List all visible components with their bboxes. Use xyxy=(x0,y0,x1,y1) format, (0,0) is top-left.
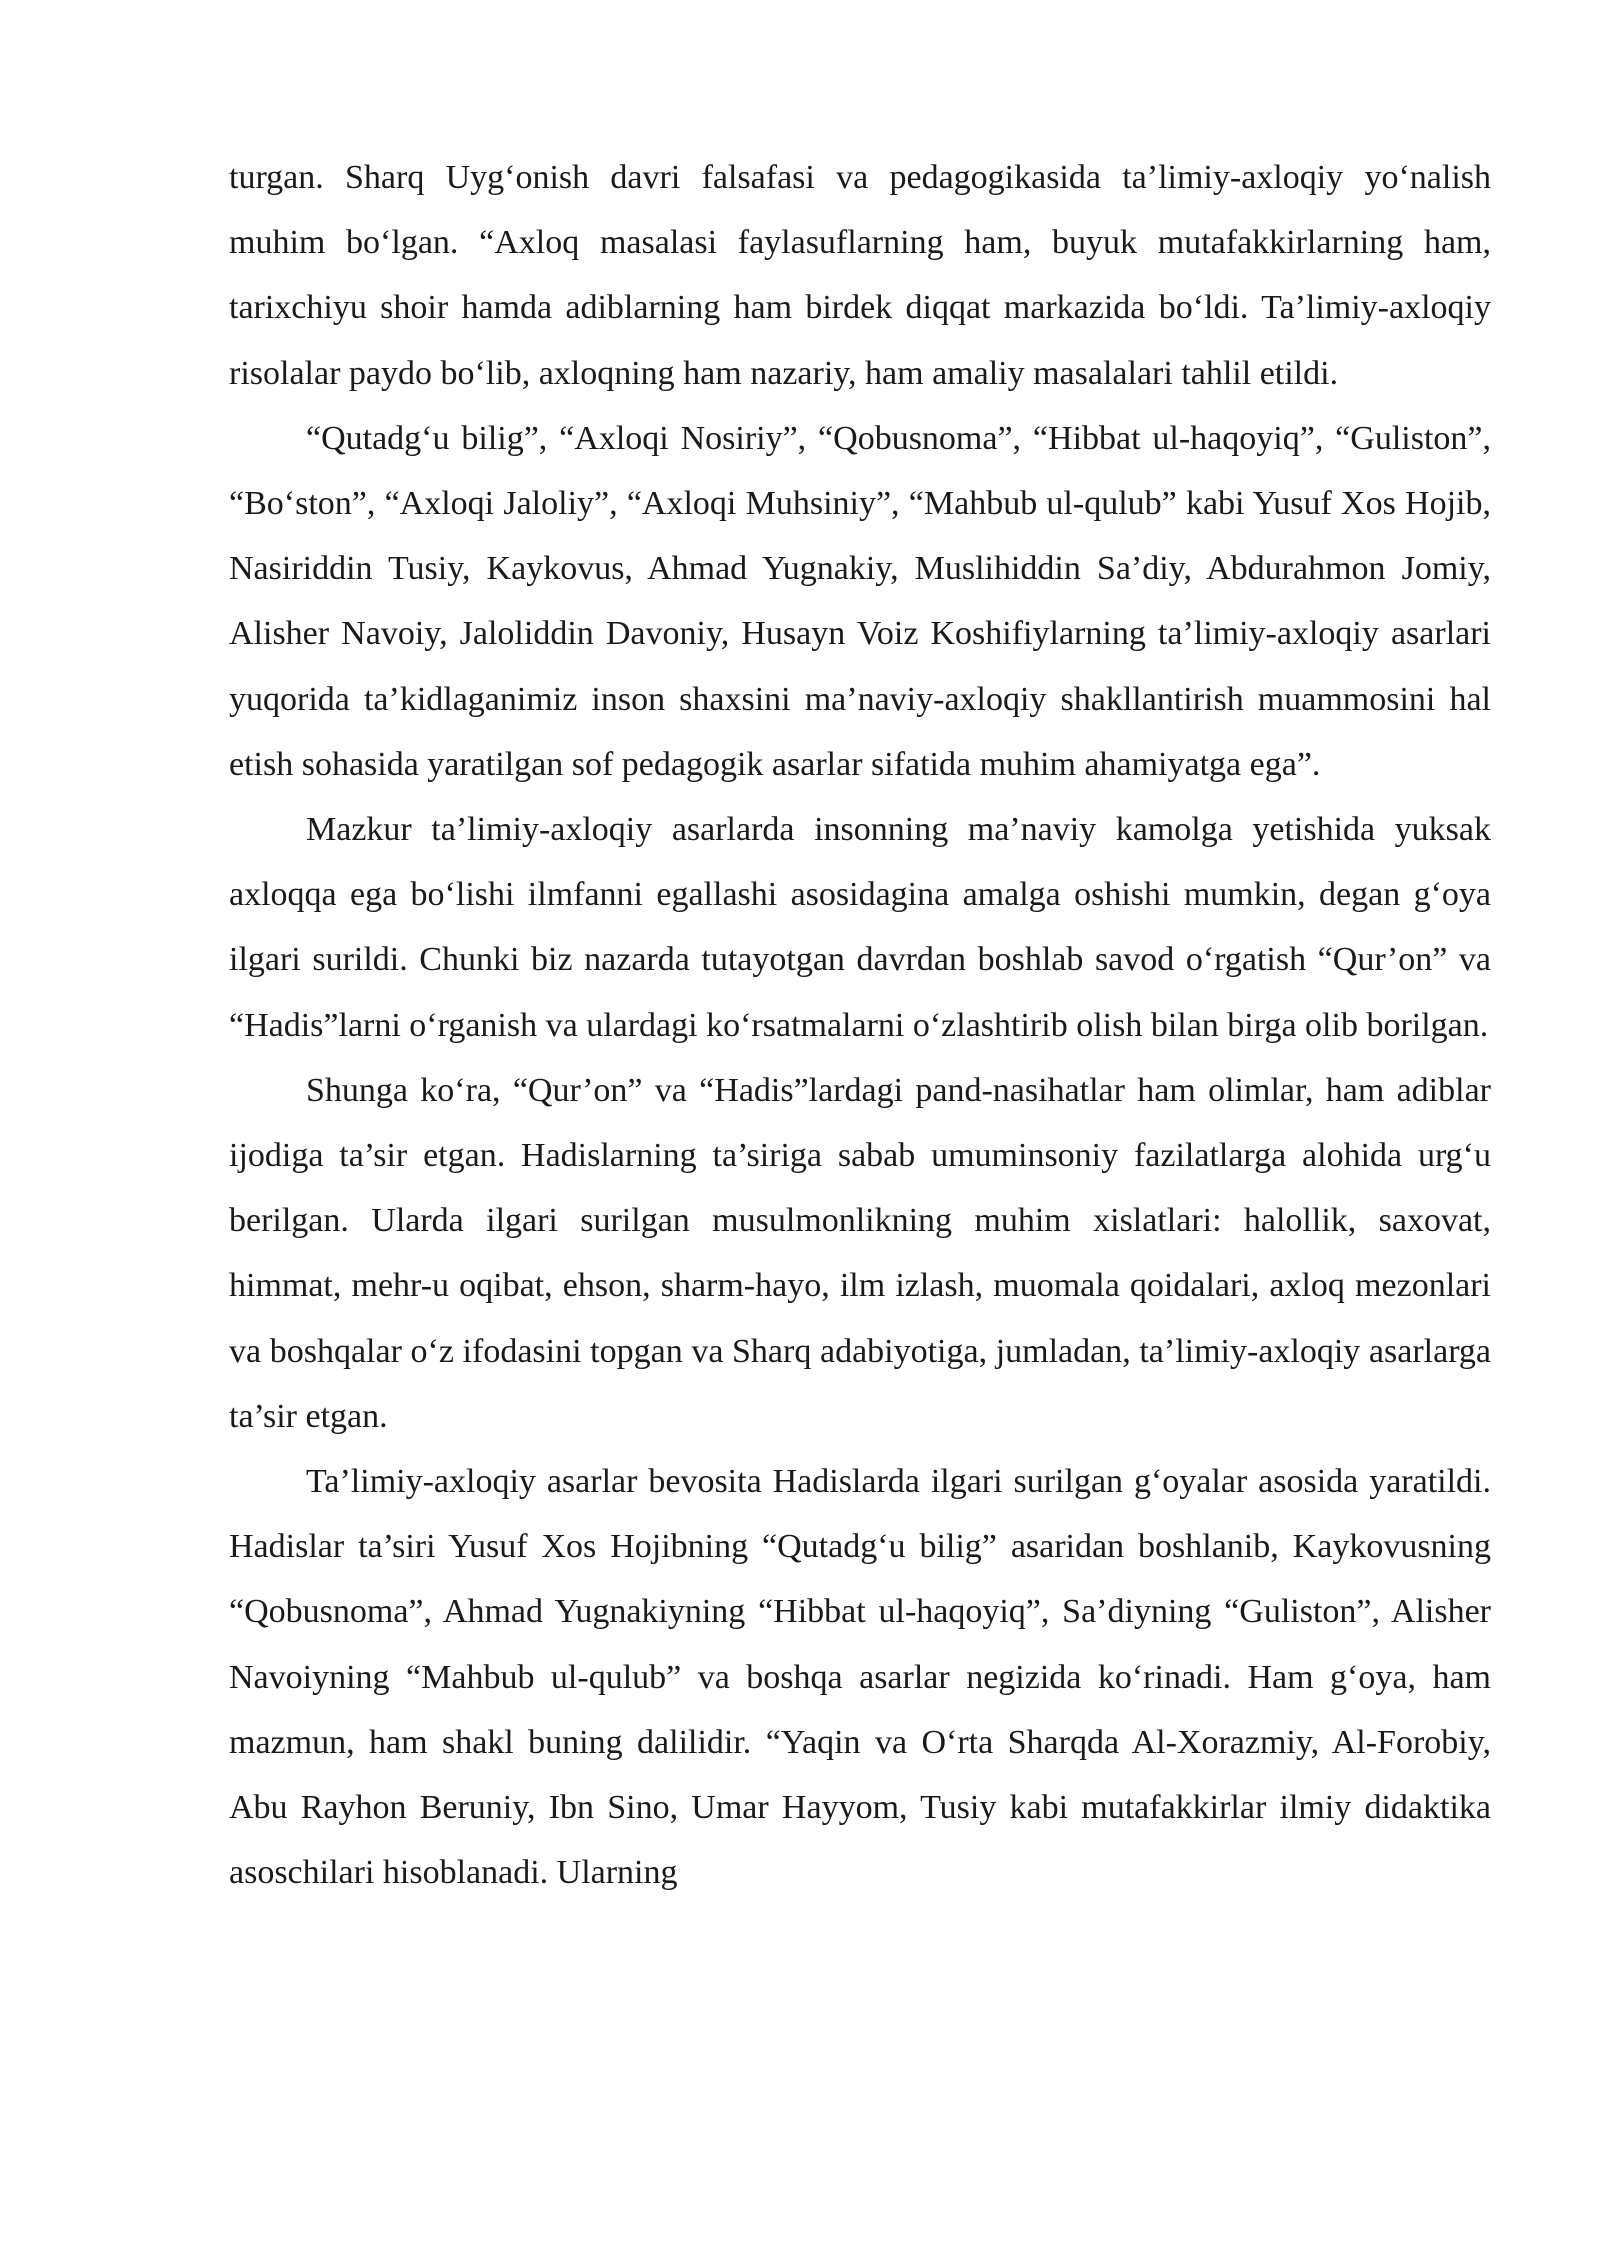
body-text xyxy=(229,145,1491,1905)
paragraph-continuation: turgan. Sharq Uyg‘onish davri falsafasi va pedagogikasida ta’limiy-axloqiy yo‘nalish muhim bo‘lgan. “Axloq masalasi faylasuflarning ham, buyuk mutafakkirlarning ham, tarixchiyu shoir hamda adiblarning ham birdek diqqat markazida bo‘ldi. Ta’limiy-axloqiy risolalar paydo bo‘lib, axloqning ham nazariy, ham amaliy masalalari tahlil etildi. xyxy=(229,159,1491,392)
paragraph-moral-perfection: Mazkur ta’limiy-axloqiy asarlarda insonning ma’naviy kamolga yetishida yuksak axloqqa ega bo‘lishi ilmfanni egallashi asosidagina amalga oshishi mumkin, degan g‘oya ilgari surildi. Chunki biz nazarda tutayotgan davrdan boshlab savod o‘rgatish “Qur’on” va “Hadis”larni o‘rganish va ulardagi ko‘rsatmalarni o‘zlashtirib olish bilan birga olib borilgan. xyxy=(229,811,1491,1044)
paragraph-works-list: “Qutadg‘u bilig”, “Axloqi Nosiriy”, “Qobusnoma”, “Hibbat ul-haqoyiq”, “Guliston”, “Bo‘ston”, “Axloqi Jaloliy”, “Axloqi Muhsiniy”, “Mahbub ul-qulub” kabi Yusuf Xos Hojib, Nasiriddin Tusiy, Kaykovus, Ahmad Yugnakiy, Muslihiddin Sa’diy, Abdurahmon Jomiy, Alisher Navoiy, Jaloliddin Davoniy, Husayn Voiz Koshifiylarning ta’limiy-axloqiy asarlari yuqorida ta’kidlaganimiz inson shaxsini ma’naviy-axloqiy shakllantirish muammosini hal etish sohasida yaratilgan sof pedagogik asarlar sifatida muhim ahamiyatga ega”. xyxy=(229,419,1491,783)
paragraph-hadith-influence: Shunga ko‘ra, “Qur’on” va “Hadis”lardagi pand-nasihatlar ham olimlar, ham adiblar ijodiga ta’sir etgan. Hadislarning ta’siriga sabab umuminsoniy fazilatlarga alohida urg‘u berilgan. Ularda ilgari surilgan musulmonlikning muhim xislatlari: halollik, saxovat, himmat, mehr-u oqibat, ehson, sharm-hayo, ilm izlash, muomala qoidalari, axloq mezonlari va boshqalar o‘z ifodasini topgan va Sharq adabiyotiga, jumladan, ta’limiy-axloqiy asarlarga ta’sir etgan. xyxy=(229,1071,1491,1435)
paragraph-didactic-works: Ta’limiy-axloqiy asarlar bevosita Hadislarda ilgari surilgan g‘oyalar asosida yaratildi. Hadislar ta’siri Yusuf Xos Hojibning “Qutadg‘u bilig” asaridan boshlanib, Kaykovusning “Qobusnoma”, Ahmad Yugnakiyning “Hibbat ul-haqoyiq”, Sa’diyning “Guliston”, Alisher Navoiyning “Mahbub ul-qulub” va boshqa asarlar negizida ko‘rinadi. Ham g‘oya, ham mazmun, ham shakl buning dalilidir. “Yaqin va O‘rta Sharqda Al-Xorazmiy, Al-Forobiy, Abu Rayhon Beruniy, Ibn Sino, Umar Hayyom, Tusiy kabi mutafakkirlar ilmiy didaktika asoschilari hisoblanadi. Ularning xyxy=(229,1463,1491,1892)
